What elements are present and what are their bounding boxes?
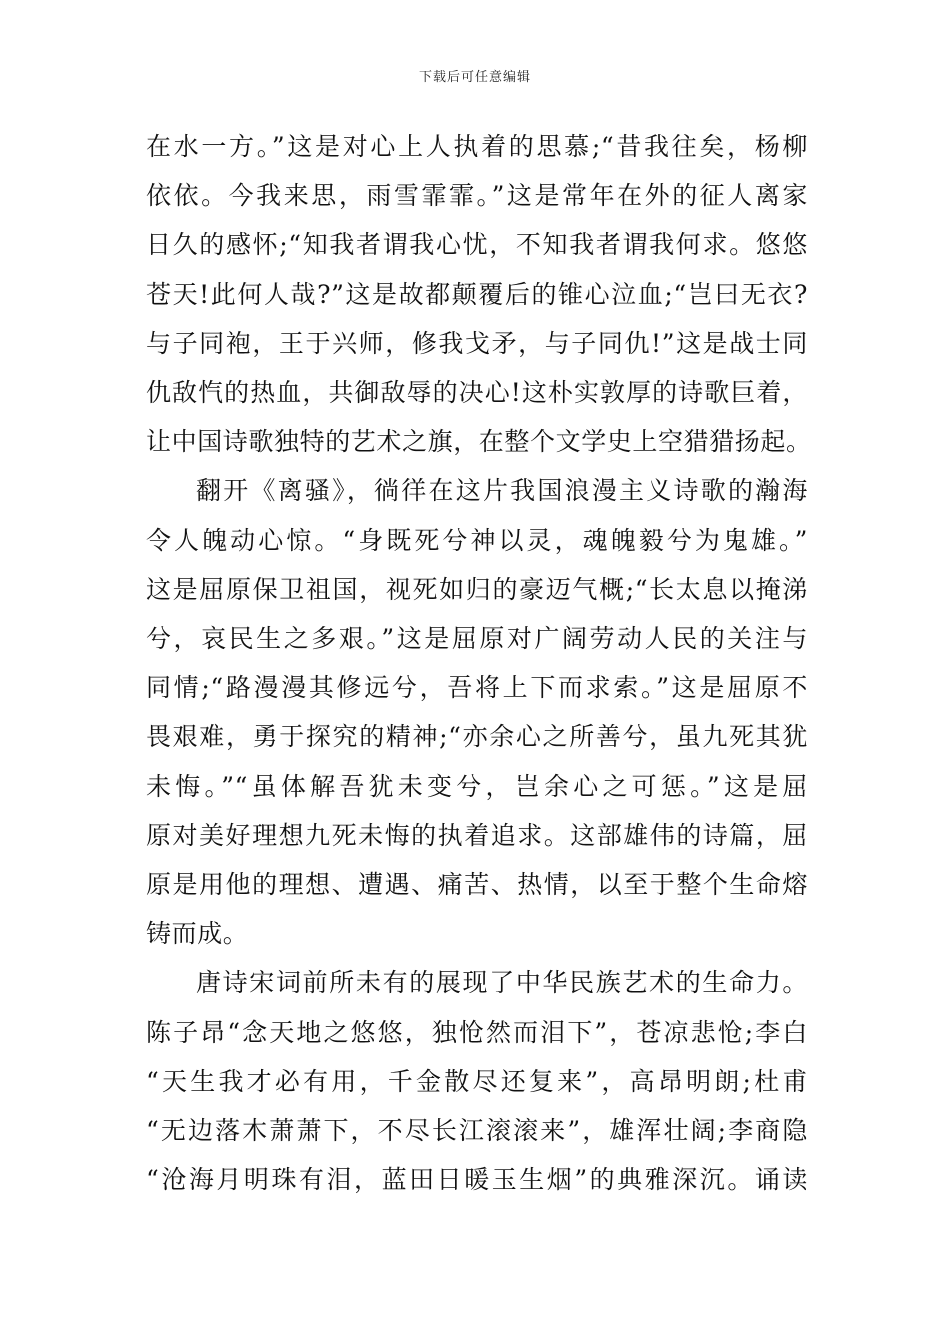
- text-line: 令人魄动心惊。“身既死兮神以灵，魂魄毅兮为鬼雄。”: [146, 525, 808, 555]
- text-line: 在水一方。”这是对心上人执着的思慕;“昔我往矣，杨柳: [146, 132, 808, 161]
- text-line: 这是屈原保卫祖国，视死如归的豪迈气概;“长太息以掩涕: [146, 574, 808, 604]
- text-line: 原对美好理想九死未悔的执着追求。这部雄伟的诗篇，屈: [146, 820, 808, 850]
- text-line: 仇敌忾的热血，共御敌辱的决心!这朴实敦厚的诗歌巨着，: [146, 378, 808, 408]
- text-line: 翻开《离骚》，徜徉在这片我国浪漫主义诗歌的瀚海: [196, 476, 808, 506]
- paragraph-lisao: [146, 466, 808, 958]
- text-line: 同情;“路漫漫其修远兮，吾将上下而求索。”这是屈原不: [146, 673, 808, 703]
- text-line: 原是用他的理想、遭遇、痛苦、热情，以至于整个生命熔: [146, 870, 808, 900]
- paragraph-shijing: [146, 122, 812, 466]
- text-line: 兮，哀民生之多艰。”这是屈原对广阔劳动人民的关注与: [146, 624, 808, 654]
- text-line: “天生我才必有用，千金散尽还复来”，高昂明朗;杜甫: [146, 1066, 808, 1096]
- text-line: 与子同袍，王于兴师，修我戈矛，与子同仇!”这是战士同: [146, 328, 808, 358]
- text-line: 让中国诗歌独特的艺术之旗，在整个文学史上空猎猎扬起。: [146, 427, 812, 457]
- text-line: “无边落木萧萧下，不尽长江滚滚来”，雄浑壮阔;李商隐: [146, 1116, 808, 1146]
- paragraph-tangsong: [146, 958, 808, 1204]
- text-line: “沧海月明珠有泪，蓝田日暖玉生烟”的典雅深沉。诵读: [146, 1165, 808, 1195]
- text-line: 陈子昂“念天地之悠悠，独怆然而泪下”，苍凉悲怆;李白: [146, 1017, 808, 1047]
- text-line: 畏艰难，勇于探究的精神;“亦余心之所善兮，虽九死其犹: [146, 722, 808, 752]
- text-line: 铸而成。: [146, 919, 249, 949]
- text-line: 苍天!此何人哉?”这是故都颠覆后的锥心泣血;“岂曰无衣?: [146, 279, 808, 309]
- text-line: 未悔。”“虽体解吾犹未变兮，岂余心之可惩。”这是屈: [146, 771, 808, 801]
- page-header: 下载后可任意编辑: [418, 70, 531, 85]
- body-text: [146, 122, 812, 1204]
- text-line: 唐诗宋词前所未有的展现了中华民族艺术的生命力。: [196, 968, 808, 998]
- text-line: 依依。今我来思，雨雪霏霏。”这是常年在外的征人离家: [146, 181, 808, 211]
- text-line: 日久的感怀;“知我者谓我心忧，不知我者谓我何求。悠悠: [146, 230, 808, 260]
